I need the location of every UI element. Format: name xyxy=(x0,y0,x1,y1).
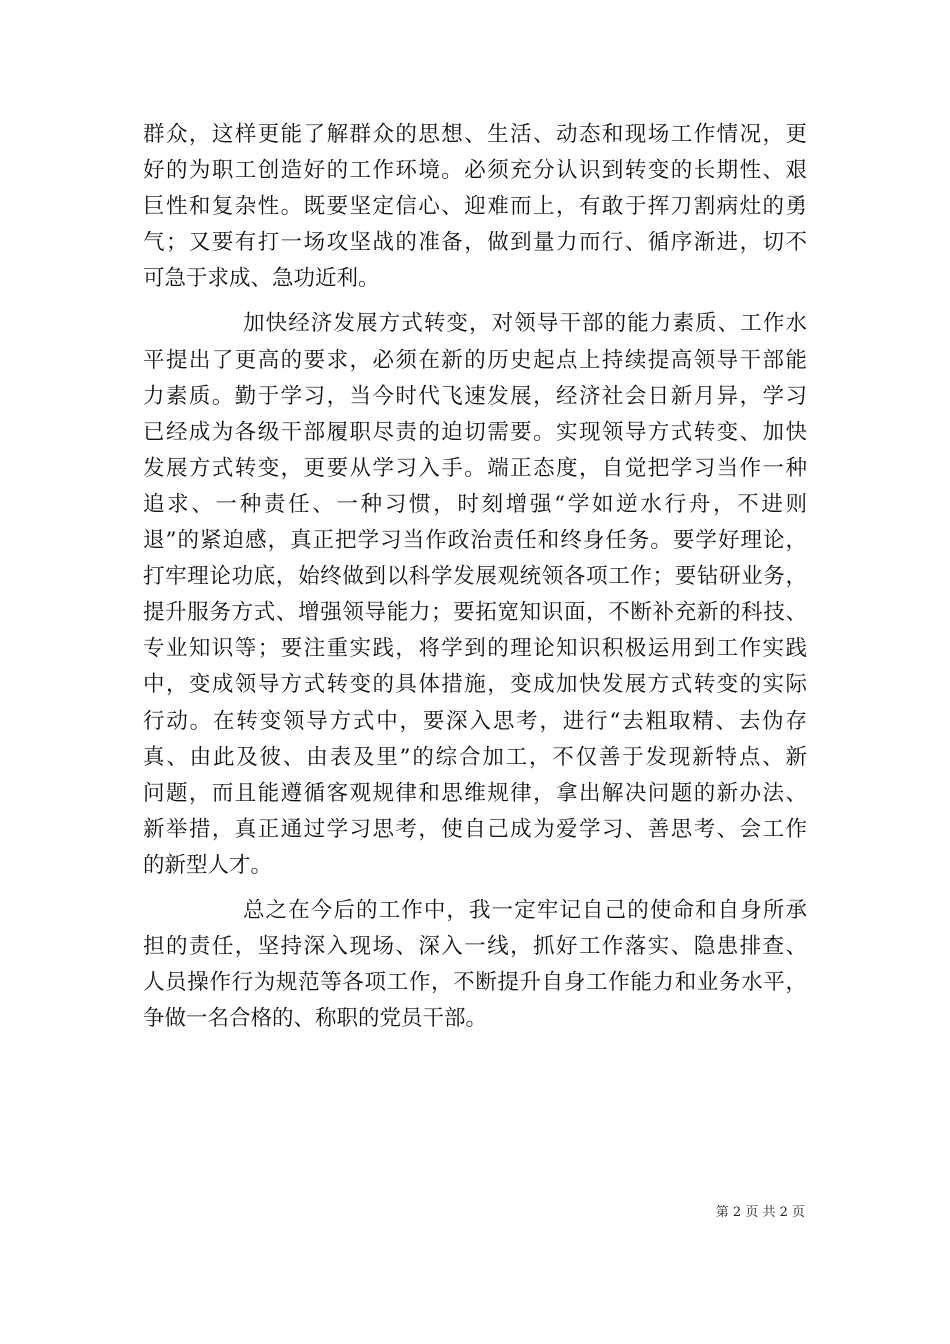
text-line: 打牢理论功底，始终做到以科学发展观统领各项工作；要钻研业务， xyxy=(143,564,807,590)
paragraph-2 xyxy=(143,306,807,884)
text-line: 加快经济发展方式转变，对领导干部的能力素质、工作水 xyxy=(243,311,807,337)
paragraph-spacer xyxy=(143,884,807,893)
text-line: 新举措，真正通过学习思考，使自己成为爱学习、善思考、会工作 xyxy=(143,816,807,842)
text-line: 真、由此及彼、由表及里”的综合加工，不仅善于发现新特点、新 xyxy=(143,744,807,770)
text-line: 可急于求成、急功近利。 xyxy=(143,266,380,292)
text-line: 行动。在转变领导方式中，要深入思考，进行“去粗取精、去伪存 xyxy=(143,708,807,734)
text-line: 发展方式转变，更要从学习入手。端正态度，自觉把学习当作一种 xyxy=(143,455,807,481)
text-line: 已经成为各级干部履职尽责的迫切需要。实现领导方式转变、加快 xyxy=(143,419,807,445)
page-number-footer: 第 2 页 共 2 页 xyxy=(715,1205,805,1220)
text-line: 专业知识等；要注重实践，将学到的理论知识积极运用到工作实践 xyxy=(143,636,807,662)
text-line: 气；又要有打一场攻坚战的准备，做到量力而行、循序渐进，切不 xyxy=(143,230,807,256)
text-line: 平提出了更高的要求，必须在新的历史起点上持续提高领导干部能 xyxy=(143,347,807,373)
text-line: 巨性和复杂性。既要坚定信心、迎难而上，有敢于挥刀割病灶的勇 xyxy=(143,194,807,220)
document-body xyxy=(143,117,807,1037)
text-line: 追求、一种责任、一种习惯，时刻增强“学如逆水行舟，不进则 xyxy=(143,491,807,517)
text-line: 担的责任，坚持深入现场、深入一线，抓好工作落实、隐患排查、 xyxy=(143,934,807,960)
text-line: 总之在今后的工作中，我一定牢记自己的使命和自身所承 xyxy=(243,897,807,923)
text-line: 提升服务方式、增强领导能力；要拓宽知识面，不断补充新的科技、 xyxy=(143,600,807,626)
text-line: 争做一名合格的、称职的党员干部。 xyxy=(143,1006,488,1032)
paragraph-1 xyxy=(143,117,807,297)
text-line: 问题，而且能遵循客观规律和思维规律，拿出解决问题的新办法、 xyxy=(143,780,807,806)
paragraph-spacer xyxy=(143,297,807,306)
text-line: 人员操作行为规范等各项工作，不断提升自身工作能力和业务水平， xyxy=(143,970,807,996)
paragraph-3 xyxy=(143,893,807,1037)
text-line: 的新型人才。 xyxy=(143,852,273,878)
text-line: 退”的紧迫感，真正把学习当作政治责任和终身任务。要学好理论， xyxy=(143,528,807,554)
text-line: 群众，这样更能了解群众的思想、生活、动态和现场工作情况，更 xyxy=(143,122,807,147)
text-line: 力素质。勤于学习，当今时代飞速发展，经济社会日新月异，学习 xyxy=(143,383,807,409)
text-line: 好的为职工创造好的工作环境。必须充分认识到转变的长期性、艰 xyxy=(143,158,807,184)
text-line: 中，变成领导方式转变的具体措施，变成加快发展方式转变的实际 xyxy=(143,672,807,698)
